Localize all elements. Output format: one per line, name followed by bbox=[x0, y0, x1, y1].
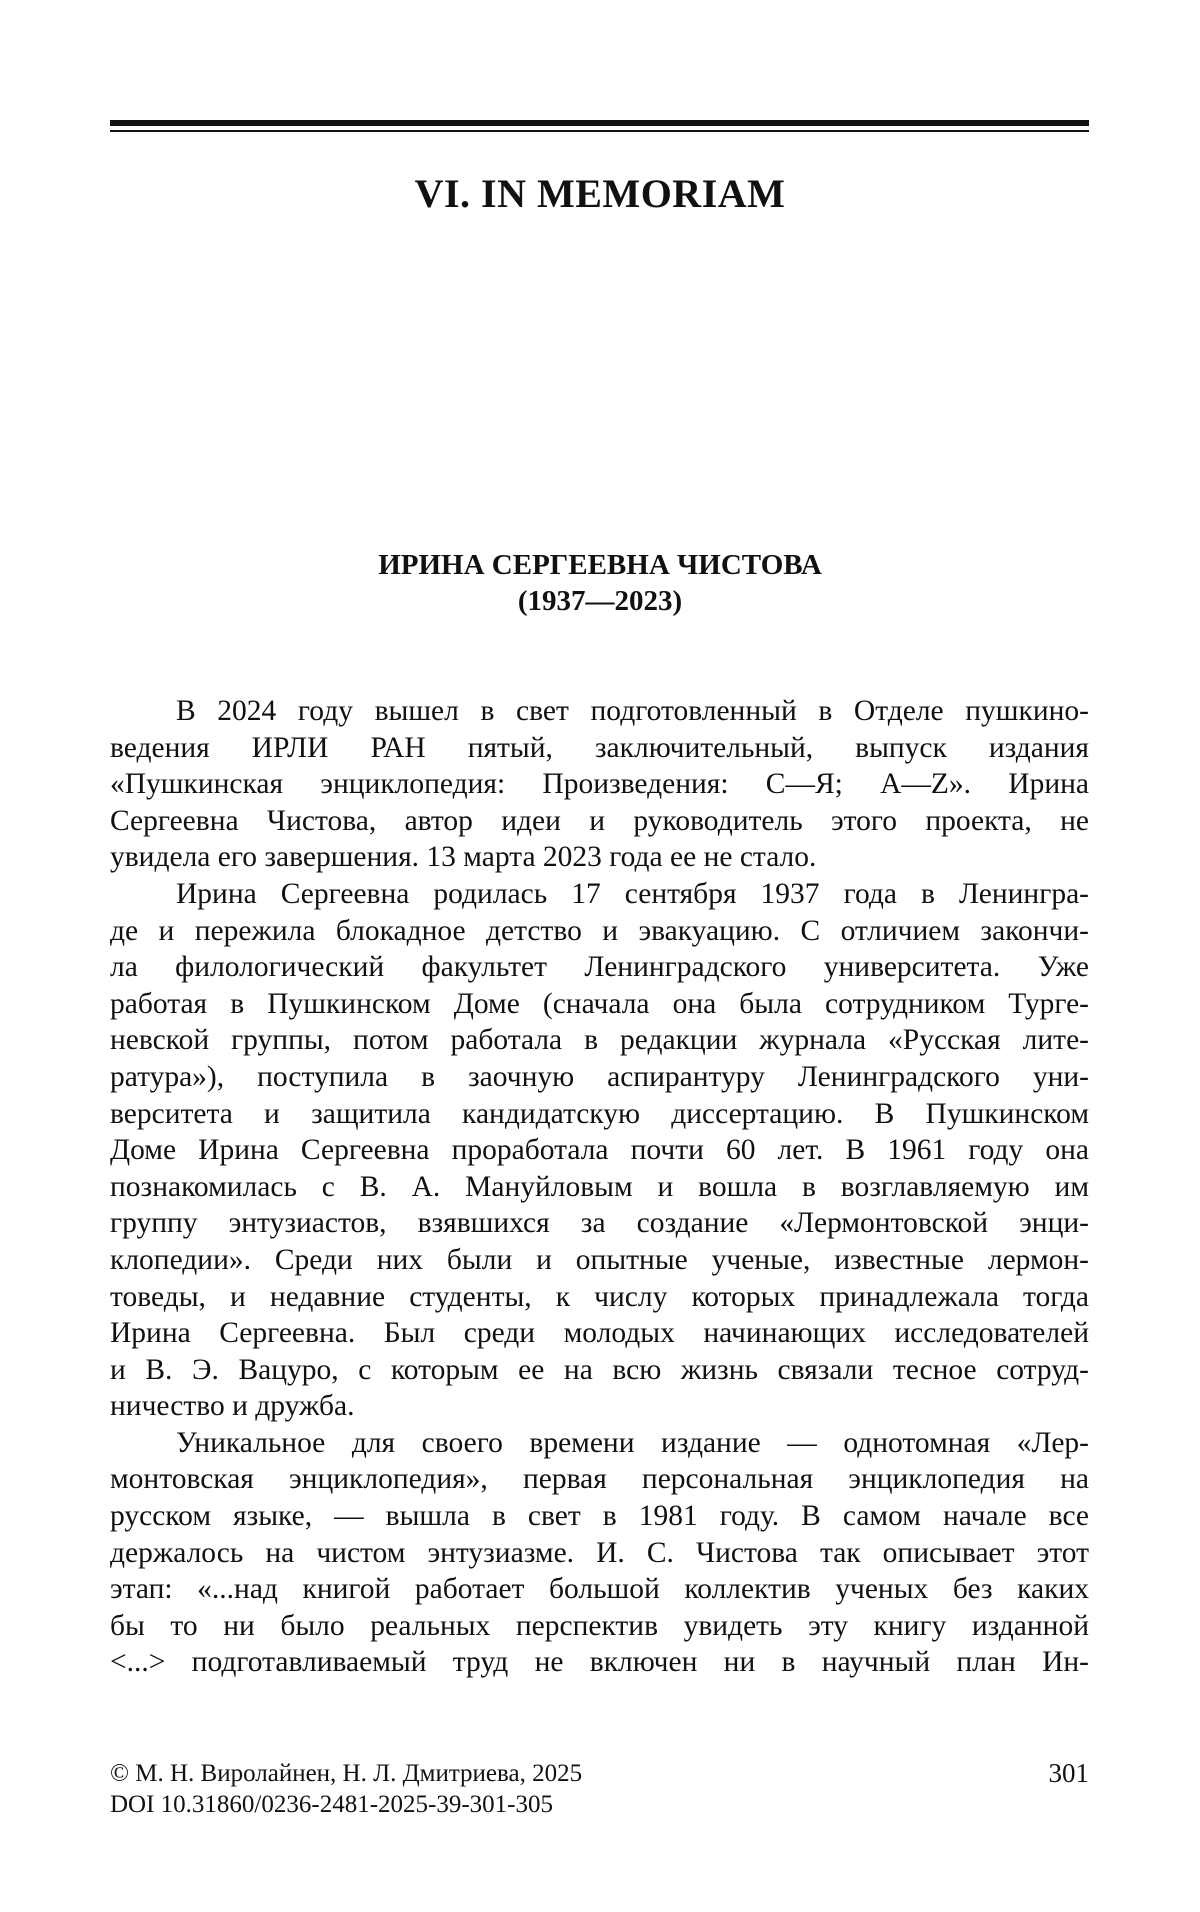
text-line: бы то ни было реальных перспектив увидеть эту книгу изданной bbox=[110, 1609, 1089, 1642]
text-line: ратура»), поступила в заочную аспирантуру Ленинградского уни- bbox=[110, 1060, 1089, 1093]
header-rule-thick bbox=[110, 120, 1089, 126]
text-line: монтовская энциклопедия», первая персональная энциклопедия на bbox=[110, 1463, 1089, 1496]
text-line: и В. Э. Вацуро, с которым ее на всю жизнь связали тесное сотруд- bbox=[110, 1353, 1089, 1386]
text-line: В 2024 году вышел в свет подготовленный в Отделе пушкино- bbox=[176, 695, 1089, 727]
text-line: этап: «...над книгой работает большой коллектив ученых без каких bbox=[110, 1573, 1089, 1606]
header-rule-thin bbox=[110, 130, 1089, 132]
text-line: Сергеевна Чистова, автор идеи и руководитель этого проекта, не bbox=[110, 804, 1089, 837]
text-line: ведения ИРЛИ РАН пятый, заключительный, выпуск издания bbox=[110, 731, 1089, 764]
text-line: де и пережила блокадное детство и эвакуацию. С отличием закончи- bbox=[110, 914, 1089, 947]
copyright-line: © М. Н. Виролайнен, Н. Л. Дмитриева, 2025 bbox=[110, 1760, 583, 1787]
text-line: держалось на чистом энтузиазме. И. С. Чистова так описывает этот bbox=[110, 1536, 1089, 1569]
text-line: Ирина Сергеевна родилась 17 сентября 1937 года в Ленингра- bbox=[176, 877, 1089, 910]
text-line: ничество и дружба. bbox=[110, 1390, 355, 1423]
article-title: ИРИНА СЕРГЕЕВНА ЧИСТОВА bbox=[378, 549, 822, 581]
doi-line: DOI 10.31860/0236-2481-2025-39-301-305 bbox=[110, 1791, 554, 1818]
text-line: Доме Ирина Сергеевна проработала почти 60 лет. В 1961 году она bbox=[110, 1134, 1089, 1167]
text-line: товеды, и недавние студенты, к числу которых принадлежала тогда bbox=[110, 1280, 1089, 1313]
text-line: группу энтузиастов, взявшихся за создание «Лермонтовской энци- bbox=[110, 1207, 1089, 1240]
text-line: ла филологический факультет Ленинградского университета. Уже bbox=[110, 951, 1089, 984]
text-line: Уникальное для своего времени издание — однотомная «Лер- bbox=[176, 1426, 1089, 1459]
footer-credits bbox=[110, 1758, 582, 1820]
text-line: верситета и защитила кандидатскую диссертацию. В Пушкинском bbox=[110, 1097, 1089, 1130]
text-line: клопедии». Среди них были и опытные ученые, известные лермон- bbox=[110, 1243, 1089, 1276]
text-line: русском языке, — вышла в свет в 1981 году. В самом начале все bbox=[110, 1500, 1089, 1533]
text-line: Ирина Сергеевна. Был среди молодых начинающих исследователей bbox=[110, 1317, 1089, 1350]
section-title: VI. IN MEMORIAM bbox=[414, 171, 786, 216]
text-line: невской группы, потом работала в редакции журнала «Русская лите- bbox=[110, 1024, 1089, 1057]
text-line: работая в Пушкинском Доме (сначала она была сотрудником Турге- bbox=[110, 987, 1089, 1020]
article-heading bbox=[0, 547, 1200, 619]
text-line: <...> подготавливаемый труд не включен ни в научный план Ин- bbox=[110, 1646, 1089, 1679]
article-years: (1937—2023) bbox=[517, 585, 683, 617]
text-line: «Пушкинская энциклопедия: Произведения: С—Я; A—Z». Ирина bbox=[110, 768, 1089, 801]
page-number: 301 bbox=[1048, 1758, 1089, 1788]
text-line: увидела его завершения. 13 марта 2023 года ее не стало. bbox=[110, 841, 817, 874]
article-body bbox=[110, 693, 1089, 1681]
text-line: познакомилась с В. А. Мануйловым и вошла в возглавляемую им bbox=[110, 1170, 1089, 1203]
